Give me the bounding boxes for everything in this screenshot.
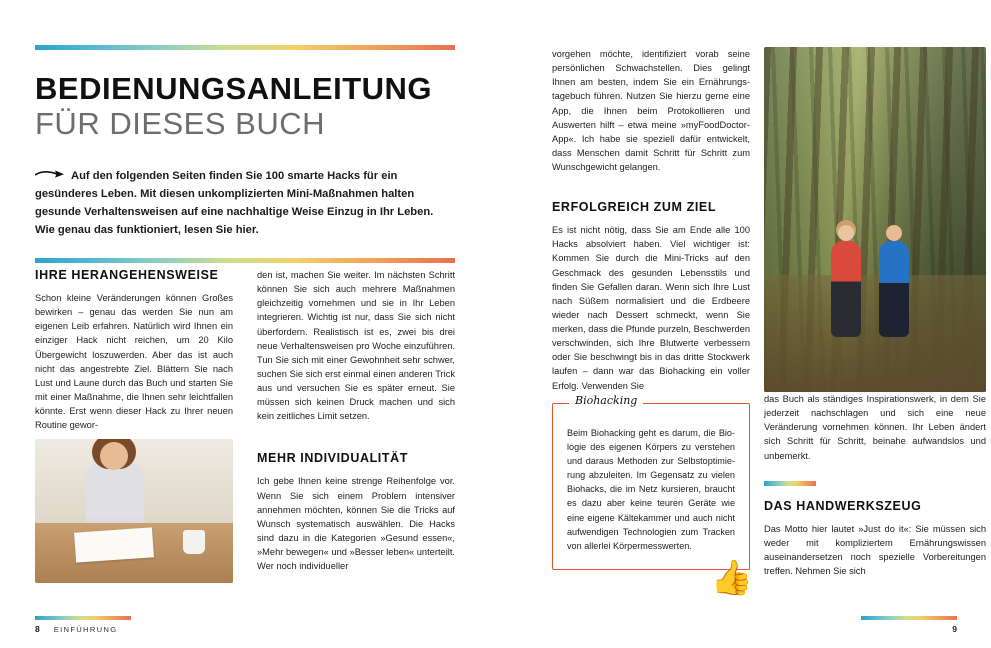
photo-cup — [183, 530, 205, 554]
biohacking-label: Biohacking — [569, 394, 643, 407]
biohacking-text: Beim Biohacking geht es darum, die Biologie des eigenen Körpers zu verstehen und daraus Methoden zur Selbstoptimierung abzuleiten. Im Gegensatz zu vielen Biohacks, die im Netz kursieren, braucht es dazu aber keine teuren Geräte wie eine eigene Kältekammer und auch nicht aufwendigen Technologien zum Tracken von allerlei Körpermesswerten. — [567, 427, 735, 551]
left-column-2 — [257, 268, 455, 582]
section-heading-individuality: MEHR INDIVIDUALITÄT — [257, 451, 408, 466]
section-paragraph-goal: Es ist nicht nötig, dass Sie am Ende alle 100 Hacks absolviert haben. Viel wichtiger ist: Kommen Sie durch die Mini-Tricks auf den Geschmack des gesunden Lebensstils und finden Sie Gefallen daran. Wenn sich Ihre Lust nach Süßem normalisiert und die Erdbeere wieder nach Dessert schmeckt, wenn Sie merken, dass die Pfunde purzeln, Beschwerden verschwinden, sich Ihre Blutwerte verbessern oder Sie beschwingt bis in das dritte Stockwerk laufen – dann war das Biohacking ein voller Erfolg. Verwenden Sie — [552, 225, 750, 391]
photo-runner-man — [879, 241, 909, 337]
photo-person-head — [100, 442, 128, 470]
photo-runner-woman-head — [838, 225, 854, 241]
right-column-a — [552, 47, 753, 598]
page-number-left: 8 — [35, 624, 40, 634]
section-paragraph-individuality: Ich gebe Ihnen keine strenge Reihenfolge vor. Wenn Sie sich einem Problem intensiver annehmen möchten, können Sie die Tricks auf Wunsch systematisch auswählen. Die Hacks sind dazu in die Kategorien »Gesund essen«, »Mehr bewegen« und »Besser leben« unterteilt. Wer noch individueller — [257, 476, 455, 572]
page-title-line2: FÜR DIESES BUCH — [35, 106, 325, 142]
photo-woman-at-desk — [35, 439, 233, 583]
gradient-rule-mini — [764, 481, 816, 486]
section-heading-goal: ERFOLGREICH ZUM ZIEL — [552, 200, 717, 215]
thumbs-up-icon: 👍 — [710, 559, 753, 598]
page-title-line1: BEDIENUNGSANLEITUNG — [35, 71, 433, 106]
gradient-rule-footer-right — [861, 616, 957, 620]
gradient-rule-footer-left — [35, 616, 131, 620]
continuation-paragraph: den ist, machen Sie weiter. Im nächsten Schritt können Sie sich auch mehrere Maßnahmen gleichzeitig vornehmen und sie in Ihr Leben integrieren. Wichtig ist nur, dass Sie sich nicht überfordern. Realistisch ist es, zwei bis drei neue Verhaltensweisen pro Woche einzuführen. Tun Sie sich mit einer Gewohnheit sehr schwer, suchen Sie sich erst einmal einen anderen Trick aus und versuchen Sie es später erneut. Sie müssen sich keinen Druck machen und sich kein zeitliches Limit setzen. — [257, 270, 455, 422]
arrow-right-icon — [35, 167, 65, 185]
right-column-a-top-paragraph: vorgehen möchte, identifiziert vorab seine persönlichen Schwachstellen. Dies gelingt Ihnen am besten, indem Sie ein Ernährungstagebuch führen. Nutzen Sie hierzu gerne eine App, die Ihnen beim Protokollieren und Auswerten hilft – etwa meine »myFoodDoctor-App«. Ich habe sie speziell dafür entwickelt, dass Menschen damit Schritt für Schritt zum Wunschgewicht gelangen. — [552, 49, 750, 172]
photo-forest-floor — [764, 275, 986, 392]
right-column-b-paragraph: das Buch als ständiges Inspirationswerk, in dem Sie jederzeit nachschlagen und sich eine neue Veränderung vornehmen können. Ihr Leben ändert sich Schritt für Schritt, beinahe aufwandslos und unbemerkt. — [764, 394, 986, 461]
intro-block — [35, 167, 455, 263]
gradient-rule-top — [35, 45, 455, 50]
footer-label-left: EINFÜHRUNG — [53, 625, 118, 634]
right-column-b — [764, 47, 986, 587]
section-paragraph-approach: Schon kleine Veränderungen können Großes bewirken – genau das werden Sie nun am eigenen Leib erfahren. Natürlich wird Ihnen ein einziger Hack nicht reichen, um 20 Kilo Übergewicht loszuwerden. Aber das ist auch nicht das angestrebte Ziel. Blättern Sie nach Lust und Laune durch das Buch und starten Sie mit einer Maßnahme, die Ihnen sehr leichtfallen könnte. Erst wenn dieser Hack zu Ihrer neuen Routine gewor- — [35, 293, 233, 431]
photo-running-couple-forest — [764, 47, 986, 392]
page-right — [496, 0, 991, 648]
footer-left — [35, 624, 117, 634]
gradient-rule-intro — [35, 258, 455, 263]
section-heading-tools: DAS HANDWERKSZEUG — [764, 498, 922, 513]
photo-woman-at-desk-art — [35, 439, 233, 583]
section-paragraph-tools: Das Motto hier lautet »Just do it«: Sie müssen sich weder mit kompliziertem Ernährungswissen auseinandersetzen noch spezielle Vorbereitungen treffen. Nehmen Sie sich — [764, 523, 986, 576]
left-page-header — [35, 45, 455, 263]
page-number-right: 9 — [952, 624, 957, 634]
photo-paper — [74, 527, 154, 562]
intro-text: Auf den folgenden Seiten finden Sie 100 smarte Hacks für ein gesünderes Leben. Mit diesen unkomplizierten Mini-Maßnahmen halten gesunde Verhaltensweisen auf eine nachhaltige Weise Einzug in Ihr Leben. Wie genau das funktioniert, lesen Sie hier. — [35, 169, 434, 237]
page-title — [35, 72, 455, 141]
photo-runner-woman — [831, 241, 861, 337]
biohacking-box — [552, 393, 753, 598]
section-heading-approach: IHRE HERANGEHENSWEISE — [35, 268, 219, 282]
intro-paragraph — [35, 167, 455, 240]
